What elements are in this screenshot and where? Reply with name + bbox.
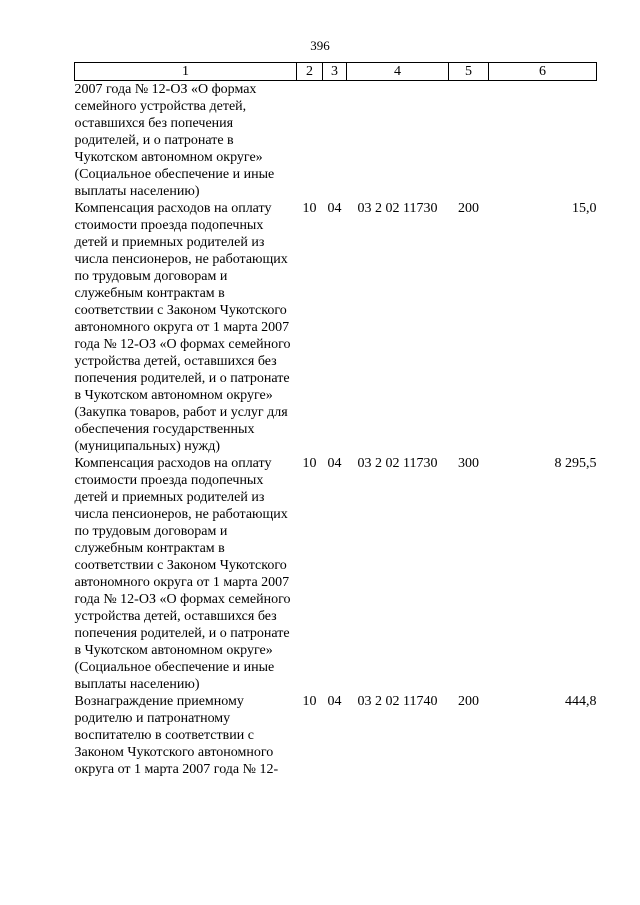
row-name: Вознаграждение приемному родителю и патронатному воспитателю в соответствии с Законом Чукотского автономного округа от 1 марта 2007 года № 12- [74, 694, 279, 777]
row-expense-type: 200 [458, 694, 479, 709]
header-col-3: 3 [323, 63, 347, 81]
header-col-5: 5 [449, 63, 489, 81]
header-row [75, 63, 597, 81]
row-section: 10 [302, 694, 317, 709]
row-section [297, 81, 323, 201]
header-col-6: 6 [489, 63, 597, 81]
row-subsection: 04 [327, 694, 342, 709]
row-subsection: 04 [327, 201, 342, 216]
header-col-1: 1 [75, 63, 297, 81]
row-target-code: 03 2 02 11740 [357, 694, 438, 709]
row-amount: 444,8 [565, 694, 597, 709]
budget-table [74, 62, 597, 778]
row-name: Компенсация расходов на оплату стоимости проезда подопечных детей и приемных родителей из числа пенсионеров, не работающих по трудовым договорам и служебным контрактам в соответствии с Законом Чукотского автономного округа от 1 марта 2007 года № 12-ОЗ «О формах семейного устройства детей, оставшихся без попечения родителей, и о патронате в Чукотском автономном округе» (Социальное обеспечение и иные выплаты населению) [74, 456, 291, 692]
page-number: 396 [310, 38, 330, 53]
row-target-code: 03 2 02 11730 [357, 201, 438, 216]
header-col-2: 2 [297, 63, 323, 81]
row-target-code [347, 81, 449, 201]
row-expense-type: 300 [458, 456, 479, 471]
row-target-code: 03 2 02 11730 [357, 456, 438, 471]
row-subsection: 04 [327, 456, 342, 471]
row-section: 10 [302, 201, 317, 216]
row-amount: 15,0 [572, 201, 597, 216]
row-name: 2007 года № 12-ОЗ «О формах семейного устройства детей, оставшихся без попечения родителей, и о патронате в Чукотском автономном округе» (Социальное обеспечение и иные выплаты населению) [74, 82, 275, 199]
table-row [75, 693, 597, 778]
table-row [75, 81, 597, 201]
row-subsection [323, 81, 347, 201]
header-col-4: 4 [347, 63, 449, 81]
row-section: 10 [302, 456, 317, 471]
row-name: Компенсация расходов на оплату стоимости проезда подопечных детей и приемных родителей из числа пенсионеров, не работающих по трудовым договорам и служебным контрактам в соответствии с Законом Чукотского автономного округа от 1 марта 2007 года № 12-ОЗ «О формах семейного устройства детей, оставшихся без попечения родителей, и о патронате в Чукотском автономном округе» (Закупка товаров, работ и услуг для обеспечения государственных (муниципальных) нужд) [74, 201, 291, 454]
row-expense-type: 200 [458, 201, 479, 216]
table-row [75, 200, 597, 455]
row-amount [489, 81, 597, 201]
table-row [75, 455, 597, 693]
row-amount: 8 295,5 [554, 456, 597, 471]
row-expense-type [449, 81, 489, 201]
